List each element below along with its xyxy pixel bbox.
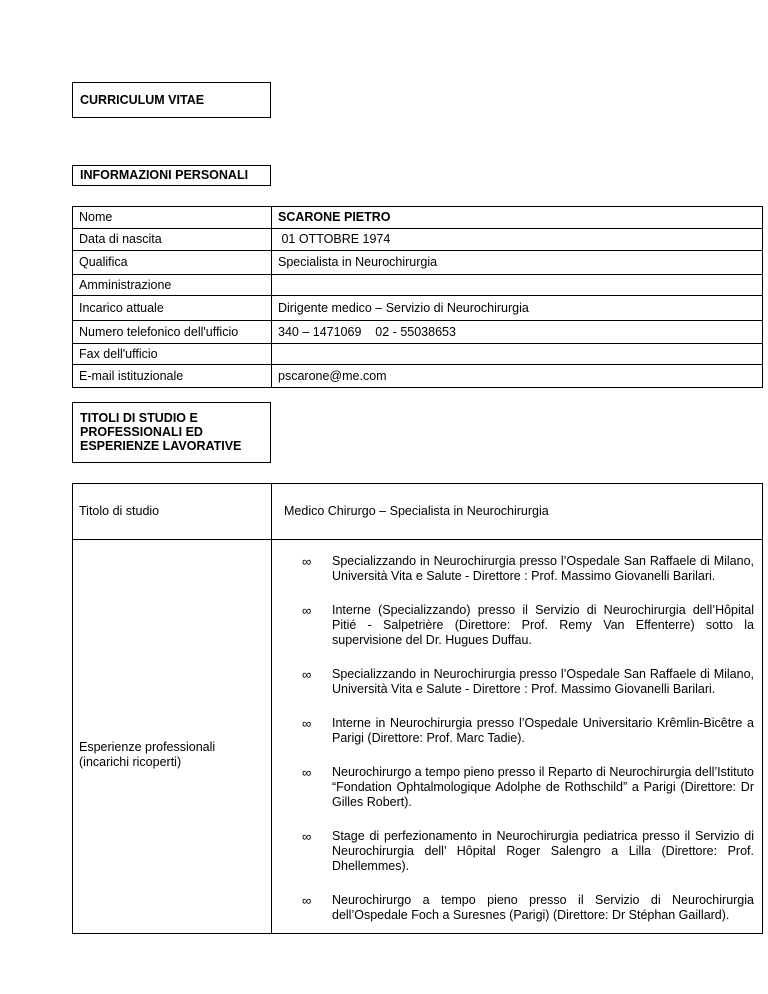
infinity-bullet-icon: ∞ — [302, 667, 312, 682]
label-incarico: Incarico attuale — [73, 296, 272, 321]
experience-cell — [272, 540, 763, 934]
table-row — [73, 296, 763, 321]
list-item — [290, 716, 754, 746]
label-amministrazione: Amministrazione — [73, 275, 272, 296]
label-fax: Fax dell'ufficio — [73, 344, 272, 365]
experience-text: Specializzando in Neurochirurgia presso l’Ospedale San Raffaele di Milano, Università Vita e Salute - Direttore : Prof. Massimo Giovanelli Barilari. — [332, 554, 754, 583]
table-row — [73, 321, 763, 344]
infinity-bullet-icon: ∞ — [302, 554, 312, 569]
table-row — [73, 365, 763, 388]
table-row — [73, 251, 763, 275]
value-qualifica: Specialista in Neurochirurgia — [272, 251, 763, 275]
cv-title-box — [72, 82, 271, 118]
personal-section-box — [72, 165, 271, 186]
value-titolo-studio — [272, 484, 763, 540]
table-row — [73, 540, 763, 934]
table-row — [73, 275, 763, 296]
value-titolo-studio-text: Medico Chirurgo – Specialista in Neurochirurgia — [284, 504, 549, 518]
cv-title: CURRICULUM VITAE — [80, 93, 205, 107]
list-item — [290, 554, 754, 584]
titles-section-box — [72, 402, 271, 463]
label-data-nascita: Data di nascita — [73, 229, 272, 251]
value-nome: SCARONE PIETRO — [272, 207, 763, 229]
value-telefono: 340 – 1471069 02 - 55038653 — [272, 321, 763, 344]
experience-list — [290, 554, 754, 923]
label-qualifica: Qualifica — [73, 251, 272, 275]
list-item — [290, 893, 754, 923]
infinity-bullet-icon: ∞ — [302, 716, 312, 731]
experience-text: Specializzando in Neurochirurgia presso l’Ospedale San Raffaele di Milano, Università Vita e Salute - Direttore : Prof. Massimo Giovanelli Barilari. — [332, 667, 754, 696]
list-item — [290, 603, 754, 648]
value-data-nascita — [272, 229, 763, 251]
table-row — [73, 344, 763, 365]
label-nome: Nome — [73, 207, 272, 229]
experience-text: Neurochirurgo a tempo pieno presso il Reparto di Neurochirurgia dell’Istituto “Fondation Ophtalmologique Adolphe de Rothschild” a Parigi (Direttore: Dr Gilles Robert). — [332, 765, 754, 809]
label-titolo-studio: Titolo di studio — [73, 484, 272, 540]
personal-info-table — [72, 206, 763, 388]
label-esperienze: Esperienze professionali (incarichi ricoperti) — [73, 540, 272, 934]
infinity-bullet-icon: ∞ — [302, 829, 312, 844]
experience-text: Interne (Specializzando) presso il Servizio di Neurochirurgia dell’Hôpital Pitié - Salpetrière (Direttore: Prof. Remy Van Effenterre) sotto la supervisione del Dr. Hugues Duffau. — [332, 603, 754, 647]
experience-text: Interne in Neurochirurgia presso l’Ospedale Universitario Krêmlin-Bicêtre a Parigi (Direttore: Prof. Marc Tadie). — [332, 716, 754, 745]
infinity-bullet-icon: ∞ — [302, 893, 312, 908]
list-item — [290, 829, 754, 874]
label-email: E-mail istituzionale — [73, 365, 272, 388]
label-telefono: Numero telefonico dell'ufficio — [73, 321, 272, 344]
table-row — [73, 207, 763, 229]
experience-text: Neurochirurgo a tempo pieno presso il Servizio di Neurochirurgia dell’Ospedale Foch a Suresnes (Parigi) (Direttore: Dr Stéphan Gaillard). — [332, 893, 754, 922]
value-email: pscarone@me.com — [272, 365, 763, 388]
value-incarico: Dirigente medico – Servizio di Neurochirurgia — [272, 296, 763, 321]
table-row — [73, 229, 763, 251]
value-data-nascita-text: 01 OTTOBRE 1974 — [281, 232, 391, 246]
titles-section-title: TITOLI DI STUDIO E PROFESSIONALI ED ESPERIENZE LAVORATIVE — [80, 411, 242, 453]
list-item — [290, 765, 754, 810]
personal-section-title: INFORMAZIONI PERSONALI — [80, 168, 249, 182]
value-fax — [272, 344, 763, 365]
value-amministrazione — [272, 275, 763, 296]
list-item — [290, 667, 754, 697]
table-row — [73, 484, 763, 540]
experience-text: Stage di perfezionamento in Neurochirurgia pediatrica presso il Servizio di Neurochirurgia dell’ Hôpital Roger Salengro a Lilla (Direttore: Prof. Dhellemmes). — [332, 829, 754, 873]
infinity-bullet-icon: ∞ — [302, 603, 312, 618]
infinity-bullet-icon: ∞ — [302, 765, 312, 780]
experience-table — [72, 483, 763, 934]
